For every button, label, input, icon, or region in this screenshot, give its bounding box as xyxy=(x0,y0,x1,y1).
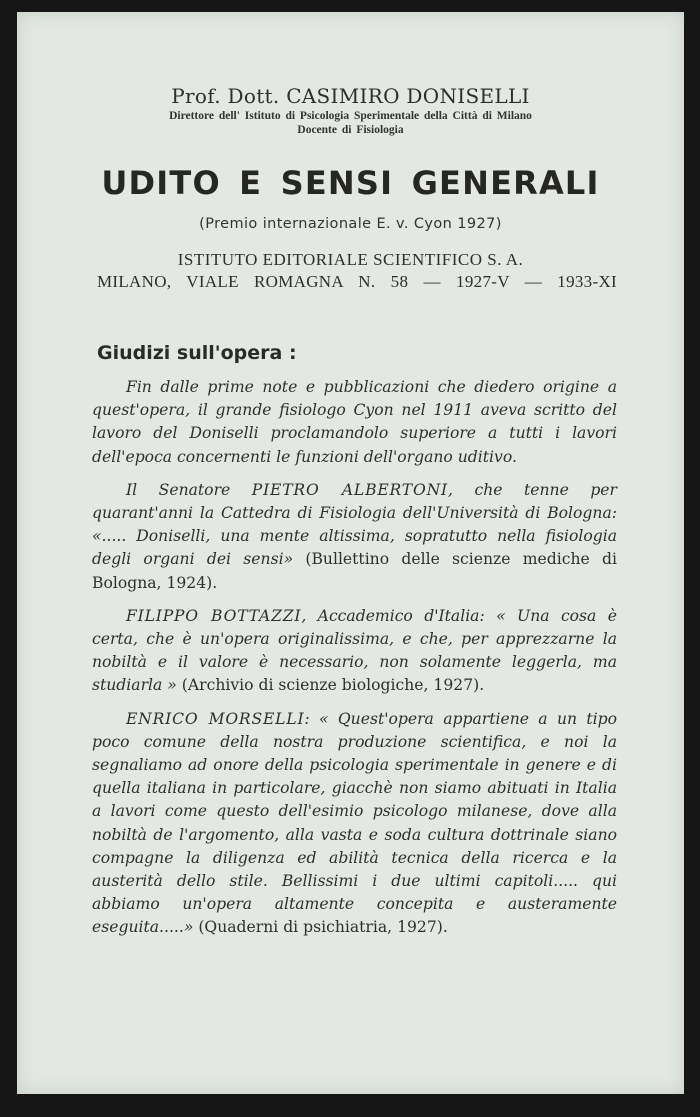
book-title: UDITO E SENSI GENERALI xyxy=(101,164,600,202)
review-bottazzi xyxy=(92,605,617,698)
review-bottazzi-source: (Archivio di scienze biologiche, 1927). xyxy=(181,676,485,695)
reviews-body xyxy=(92,376,617,950)
review-albertoni xyxy=(92,479,617,595)
document-sheet xyxy=(17,12,684,1094)
review-albertoni-text: , che tenne per quarant'anni la Cattedra di Fisiologia dell'Università di Bologna: «..... Doniselli, una mente altissima, sopratutto nella fisiologia degli organi dei sensi» xyxy=(92,480,617,569)
reviews-heading: Giudizi sull'opera : xyxy=(97,342,297,364)
author-role-lecturer: Docente di Fisiologia xyxy=(297,124,404,136)
reviewer-bottazzi: FILIPPO BOTTAZZI xyxy=(126,606,302,625)
reviewer-morselli: ENRICO MORSELLI xyxy=(126,709,305,728)
review-bottazzi-text: , Accademico d'Italia: « Una cosa è certa, che è un'opera originalissima, e che, per apprezzarne la nobiltà e il valore è necessario, non solamente leggerla, ma studiarla » xyxy=(92,606,617,695)
review-albertoni-lead: Il Senatore xyxy=(126,480,252,499)
review-cyon xyxy=(92,376,617,469)
author-role-director: Direttore dell' Istituto di Psicologia Sperimentale della Città di Milano xyxy=(169,110,532,122)
publisher-address: MILANO, VIALE ROMAGNA N. 58 — 1927-V — 1933-XI xyxy=(97,272,617,291)
review-morselli-text: : « Quest'opera appartiene a un tipo poco comune della nostra produzione scientifica, e noi la segnaliamo ad onore della psicologia sperimentale in genere e di quella italiana in particolare, giacchè non siamo abituati in Italia a lavori come questo dell'esimio psicologo milanese, dove alla nobiltà de l'argomento, alla vasta e soda cultura dottrinale siano compagne la diligenza ed abilità tecnica della ricerca e la austerità dello stile. Bellissimi i due ultimi capitoli..... qui abbiamo un'opera altamente concepita e austeramente eseguita.....» xyxy=(92,709,617,937)
author-name: Prof. Dott. CASIMIRO DONISELLI xyxy=(171,84,530,108)
review-morselli xyxy=(92,708,617,940)
review-albertoni-source: (Bullettino delle scienze mediche di Bologna, 1924). xyxy=(92,550,617,592)
review-morselli-source: (Quaderni di psichiatria, 1927). xyxy=(198,918,448,937)
prize-note: (Premio internazionale E. v. Cyon 1927) xyxy=(199,216,502,232)
review-cyon-text: Fin dalle prime note e pubblicazioni che diedero origine a quest'opera, il grande fisiologo Cyon nel 1911 aveva scritto del lavoro del Doniselli proclamandolo superiore a tutti i lavori dell'epoca concernenti le funzioni dell'organo uditivo. xyxy=(92,378,617,466)
publisher-name: ISTITUTO EDITORIALE SCIENTIFICO S. A. xyxy=(177,250,524,269)
reviewer-albertoni: PIETRO ALBERTONI xyxy=(251,480,448,499)
